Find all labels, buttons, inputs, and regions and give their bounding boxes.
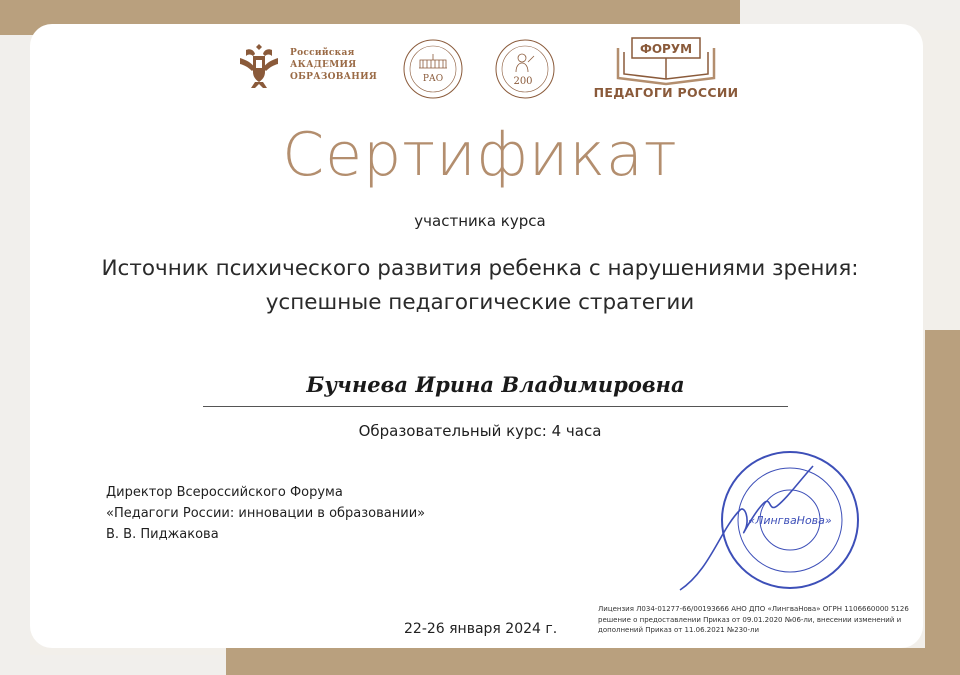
building-seal-icon (402, 38, 464, 100)
license-text: Лицензия Л034-01277-66/00193666 АНО ДПО «ЛингваНова» ОГРН 1106660000 5126 решение о предоставлении Приказ от 09.01.2020 №06-ли, внесении изменений и дополнений Приказ от 11.06.2021 №230-ли (598, 605, 909, 634)
course-hours: Образовательный курс: 4 часа (358, 422, 602, 440)
round-stamp-icon (640, 440, 870, 600)
ran-line-3: ОБРАЗОВАНИЯ (290, 72, 378, 82)
ran-name (290, 47, 377, 83)
signatory-block (106, 482, 425, 545)
course-dates: 22-26 января 2024 г. (404, 621, 558, 637)
frame-band-bottom-left (0, 655, 226, 675)
course-title: Источник психического развития ребенка с нарушениями зрения: успешные педагогические стратегии (101, 256, 859, 315)
signatory-line-3: В. В. Пиджакова (106, 527, 219, 542)
seal-rao-text: РАО (422, 74, 444, 84)
forum-logo (588, 36, 744, 100)
forum-label: ФОРУМ (639, 42, 693, 56)
signatory-line-2: «Педагоги России: инновации в образовании» (106, 506, 426, 521)
frame-band-right (925, 330, 960, 675)
double-headed-eagle-icon (236, 40, 282, 90)
seal-200-text: 200 (513, 76, 533, 87)
recipient-name: Бучнева Ирина Владимировна (306, 372, 685, 397)
certificate-title: Сертификат (282, 120, 678, 190)
ran-line-1: Российская (290, 48, 355, 58)
ran-logo (236, 40, 377, 90)
ran-line-2: АКАДЕМИЯ (290, 60, 357, 70)
signatory-line-1: Директор Всероссийского Форума (106, 485, 343, 500)
logo-row (0, 0, 960, 110)
forum-caption: ПЕДАГОГИ РОССИИ (593, 85, 739, 100)
name-underline (203, 406, 788, 407)
certificate-subtitle: участника курса (414, 212, 546, 230)
frame-band-bottom (226, 648, 960, 675)
stamp-center-text: «ЛингваНова» (748, 514, 832, 527)
portrait-seal-icon (494, 38, 556, 100)
